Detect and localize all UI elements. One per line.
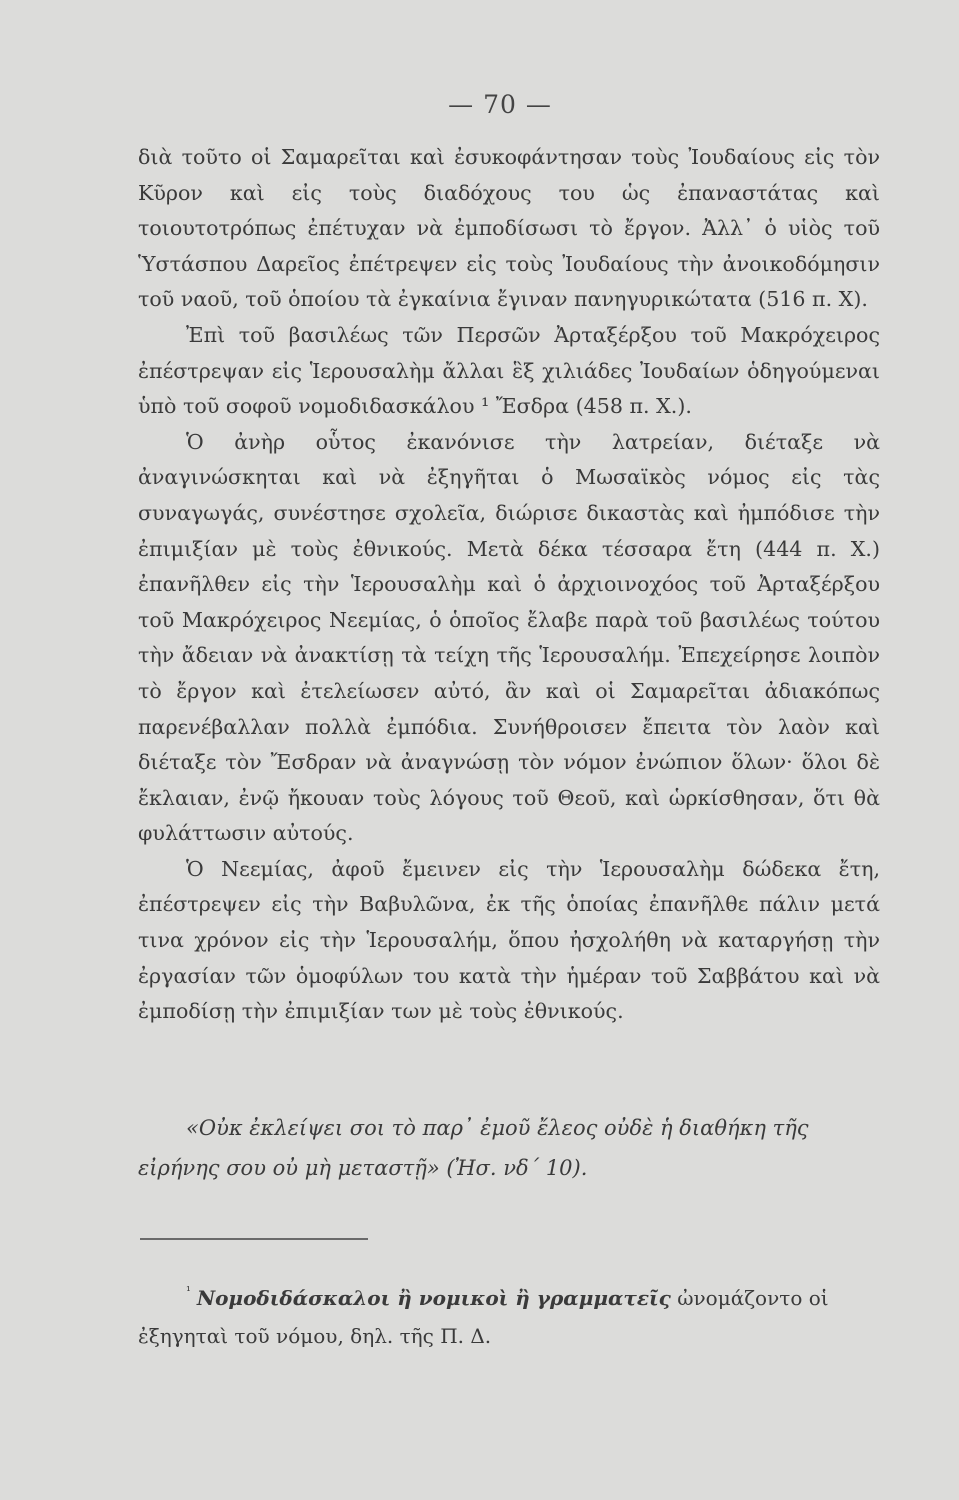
paragraph-2: Ἐπὶ τοῦ βασιλέως τῶν Περσῶν Ἀρταξέρξου τοῦ Μακρόχειρος ἐπέστρεψαν εἰς Ἱερουσαλὴμ ἄλλαι ἓξ χιλιάδες Ἰουδαίων ὁδηγούμεναι ὑπὸ τοῦ σοφοῦ νομοδιδασκάλου ¹ Ἔσδρα (458 π. Χ.). <box>138 322 880 419</box>
page-number: — 70 — <box>448 90 552 119</box>
footnote-term: Νομοδιδάσκαλοι ἢ νομικοὶ ἢ γραμματεῖς <box>196 1286 671 1310</box>
paragraph-1: διὰ τοῦτο οἱ Σαμαρεῖται καὶ ἐσυκοφάντησαν τοὺς Ἰουδαίους εἰς τὸν Κῦρον καὶ εἰς τοὺς διαδόχους του ὡς ἐπαναστάτας καὶ τοιουτοτρόπως ἐπέτυχαν νὰ ἐμποδίσωσι τὸ ἔργον. Ἀλλ᾽ ὁ υἱὸς τοῦ Ὑστάσπου Δαρεῖος ἐπέτρεψεν εἰς τοὺς Ἰουδαίους τὴν ἀνοικοδόμησιν τοῦ ναοῦ, τοῦ ὁποίου τὰ ἐγκαίνια ἔγιναν πανηγυρικώτατα (516 π. Χ). <box>138 145 880 312</box>
footnote <box>138 1272 880 1355</box>
footnote-divider <box>140 1238 368 1240</box>
scripture-quote: «Οὐκ ἐκλείψει σοι τὸ παρ᾽ ἐμοῦ ἔλεος οὐδὲ ἡ διαθήκη τῆς εἰρήνης σου οὐ μὴ μεταστῇ» (Ἠσ. νδ´ 10). <box>138 1116 809 1180</box>
main-text <box>138 140 880 1030</box>
paragraph-3: Ὁ ἀνὴρ οὗτος ἐκανόνισε τὴν λατρείαν, διέταξε νὰ ἀναγινώσκηται καὶ νὰ ἐξηγῆται ὁ Μωσαϊκὸς νόμος εἰς τὰς συναγωγάς, συνέστησε σχολεῖα, διώρισε δικαστὰς καὶ ἠμπόδισε τὴν ἐπιμιξίαν μὲ τοὺς ἐθνικούς. Μετὰ δέκα τέσσαρα ἔτη (444 π. Χ.) ἐπανῆλθεν εἰς τὴν Ἱερουσαλὴμ καὶ ὁ ἀρχιοινοχόος τοῦ Ἀρταξέρξου τοῦ Μακρόχειρος Νεεμίας, ὁ ὁποῖος ἔλαβε παρὰ τοῦ βασιλέως τούτου τὴν ἄδειαν νὰ ἀνακτίσῃ τὰ τείχη τῆς Ἱερουσαλήμ. Ἐπεχείρησε λοιπὸν τὸ ἔργον καὶ ἐτελείωσεν αὐτό, ἂν καὶ οἱ Σαμαρεῖται ἀδιακόπως παρενέβαλλαν πολλὰ ἐμπόδια. Συνήθροισεν ἔπειτα τὸν λαὸν καὶ διέταξε τὸν Ἔσδραν νὰ ἀναγνώσῃ τὸν νόμον ἐνώπιον ὅλων· ὅλοι δὲ ἔκλαιαν, ἐνῷ ἤκουαν τοὺς λόγους τοῦ Θεοῦ, καὶ ὡρκίσθησαν, ὅτι θὰ φυλάττωσιν αὐτούς. <box>138 429 880 846</box>
paragraph-4: Ὁ Νεεμίας, ἀφοῦ ἔμεινεν εἰς τὴν Ἱερουσαλὴμ δώδεκα ἔτη, ἐπέστρεψεν εἰς τὴν Βαβυλῶνα, ἐκ τῆς ὁποίας ἐπανῆλθε πάλιν μετά τινα χρόνον εἰς τὴν Ἱερουσαλήμ, ὅπου ἠσχολήθη νὰ καταργήσῃ τὴν ἐργασίαν τῶν ὁμοφύλων του κατὰ τὴν ἡμέραν τοῦ Σαββάτου καὶ νὰ ἐμποδίσῃ τὴν ἐπιμιξίαν των μὲ τοὺς ἐθνικούς. <box>138 856 880 1024</box>
footnote-mark: ¹ <box>186 1284 191 1298</box>
footnote-text: ὠνομάζοντο οἱ ἐξηγηταὶ τοῦ νόμου, δηλ. τῆς Π. Δ. <box>138 1286 829 1348</box>
